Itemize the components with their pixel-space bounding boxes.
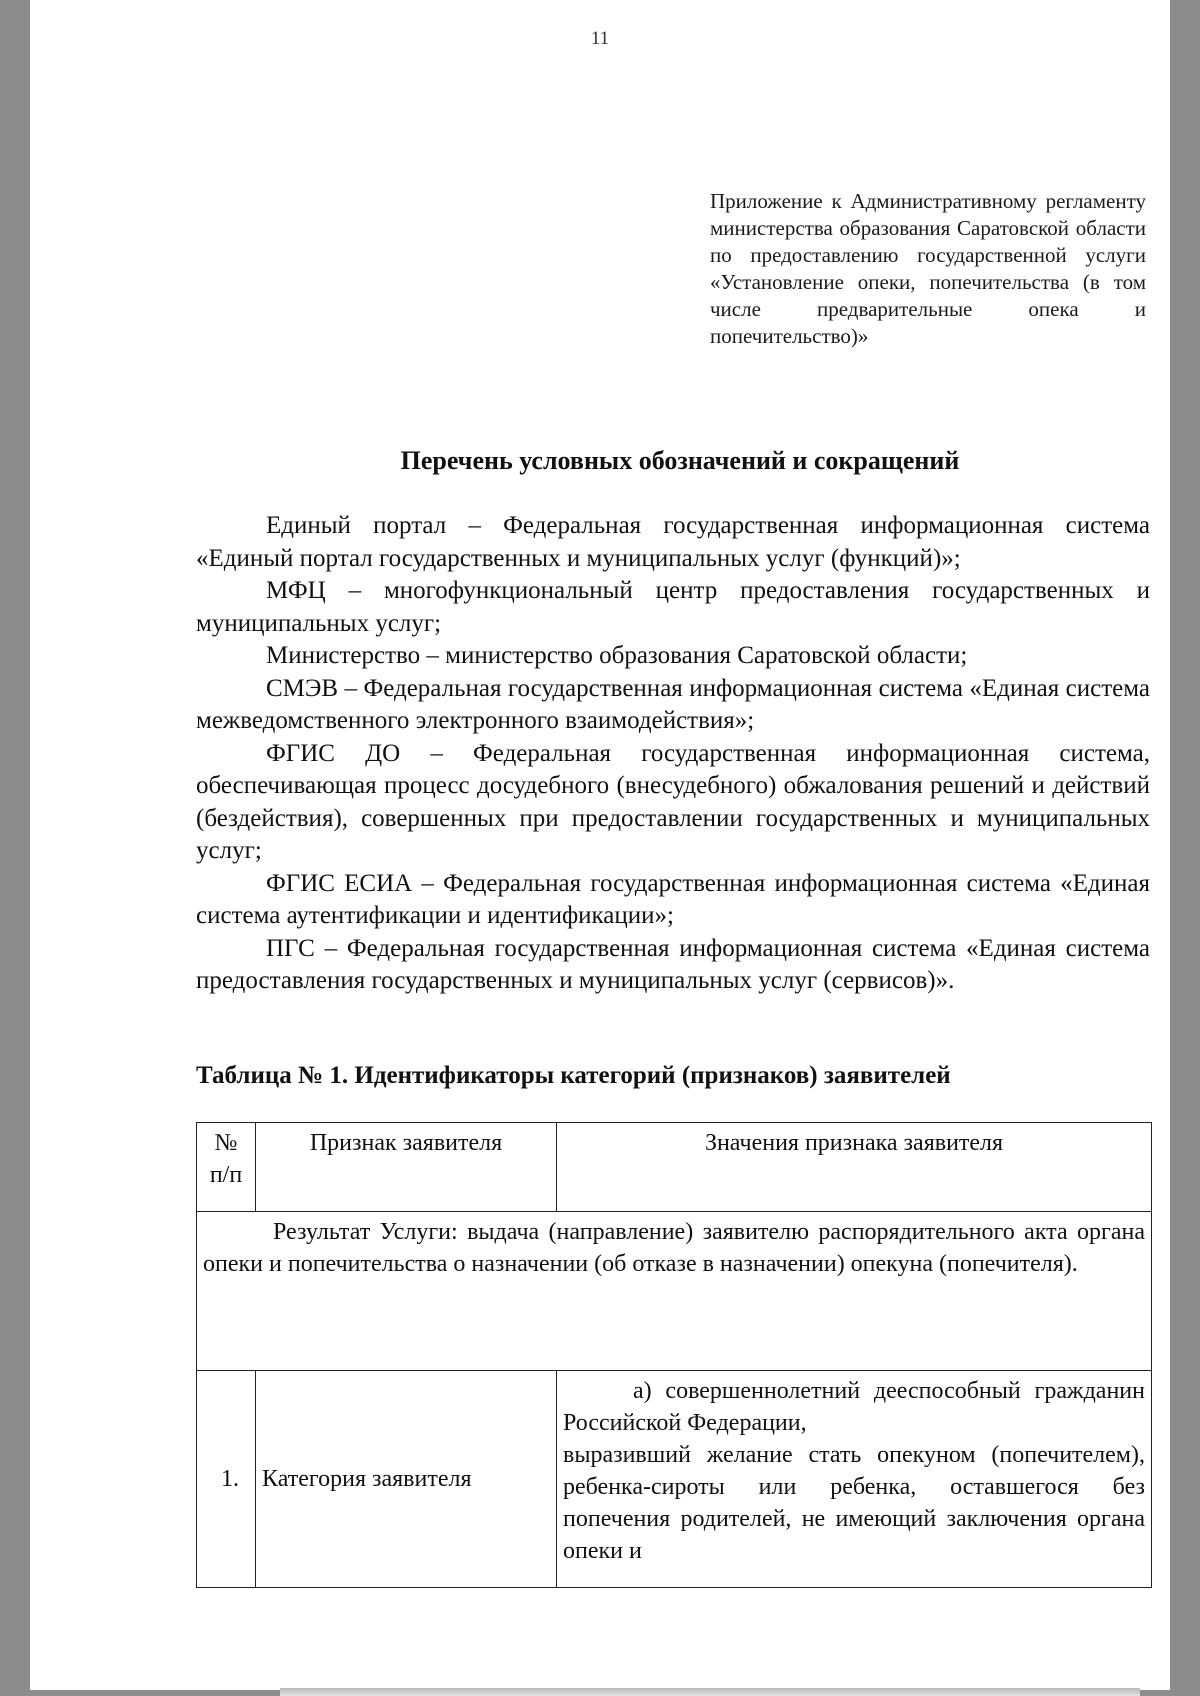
abbreviation-item: ПГС – Федеральная государственная информационная система «Единая система предоставления государственных и муниципальных услуг (сервисов)». bbox=[196, 934, 1150, 994]
result-cell bbox=[197, 1212, 1152, 1371]
value-line: выразивший желание стать опекуном (попечителем), ребенка-сироты или ребенка, оставшегося без попечения родителей, не имеющий заключения органа опеки и bbox=[563, 1442, 1145, 1564]
abbreviation-item: СМЭВ – Федеральная государственная информационная система «Единая система межведомственного электронного взаимодействия»; bbox=[196, 674, 1150, 734]
table-row bbox=[197, 1371, 1152, 1588]
row-sign: Категория заявителя bbox=[256, 1371, 557, 1588]
abbreviation-item: Министерство – министерство образования Саратовской области; bbox=[266, 642, 968, 669]
result-row bbox=[197, 1212, 1152, 1371]
result-text: Результат Услуги: выдача (направление) заявителю распорядительного акта органа опеки и попечительства о назначении (об отказе в назначении) опекуна (попечителя). bbox=[203, 1219, 1145, 1277]
abbreviation-item: Единый портал – Федеральная государственная информационная система «Единый портал государственных и муниципальных услуг (функций)»; bbox=[196, 512, 1150, 572]
abbreviation-item: ФГИС ЕСИА – Федеральная государственная информационная система «Единая система аутентификации и идентификации»; bbox=[196, 869, 1150, 929]
abbreviation-item: МФЦ – многофункциональный центр предоставления государственных и муниципальных услуг; bbox=[196, 577, 1150, 637]
value-line: а) совершеннолетний дееспособный гражданин Российской Федерации, bbox=[563, 1378, 1145, 1436]
section-title: Перечень условных обозначений и сокращений bbox=[400, 446, 960, 475]
header-number: № п/п bbox=[197, 1123, 256, 1212]
header-values: Значения признака заявителя bbox=[557, 1123, 1152, 1212]
table-title: Таблица № 1. Идентификаторы категорий (признаков) заявителей bbox=[196, 1062, 951, 1089]
scan-edge bbox=[280, 1688, 1140, 1696]
header-sign: Признак заявителя bbox=[256, 1123, 557, 1212]
applicant-identifiers-table bbox=[196, 1122, 1152, 1588]
table-header-row bbox=[197, 1123, 1152, 1212]
document-page bbox=[30, 0, 1170, 1690]
row-number: 1. bbox=[197, 1371, 256, 1588]
abbreviation-item: ФГИС ДО – Федеральная государственная информационная система, обеспечивающая процесс досудебного (внесудебного) обжалования решений и действий (бездействия), совершенных при предоставлении государственных и муниципальных услуг; bbox=[196, 739, 1150, 864]
appendix-note: Приложение к Административному регламенту министерства образования Саратовской области по предоставлению государственной услуги «Установление опеки, попечительства (в том числе предварительные опека и попечительство)» bbox=[710, 189, 1146, 348]
abbreviations-list bbox=[196, 510, 1150, 998]
page-number: 11 bbox=[590, 28, 610, 49]
row-values bbox=[557, 1371, 1152, 1588]
